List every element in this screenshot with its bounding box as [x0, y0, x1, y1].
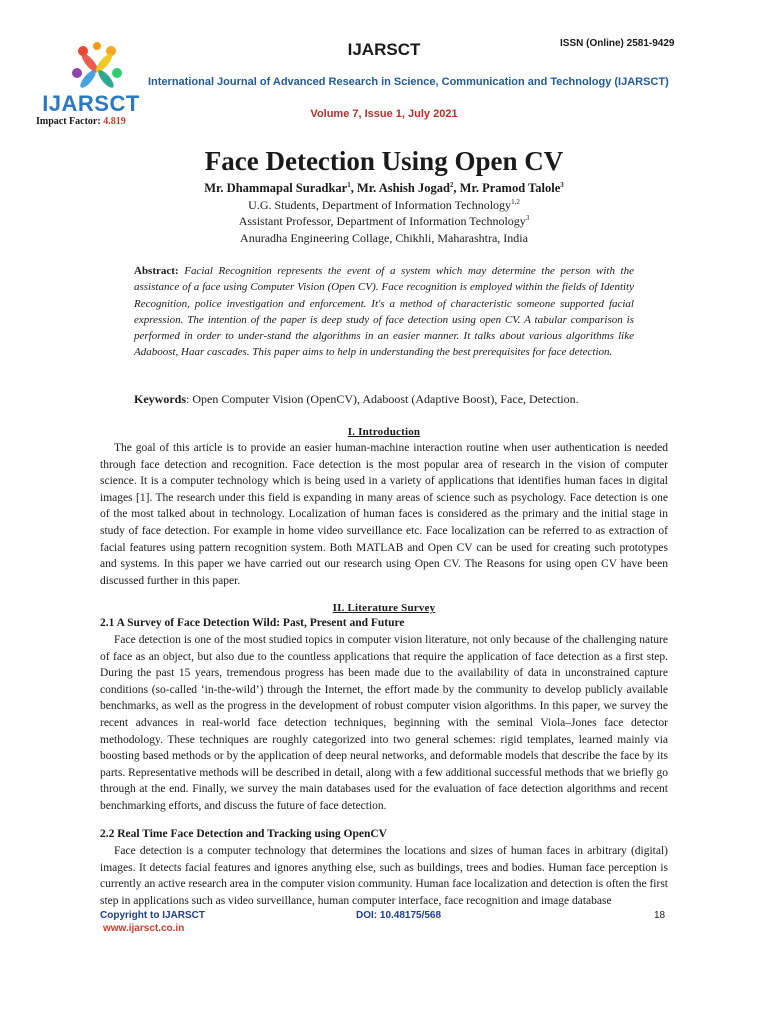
affiliation-line: [0, 214, 768, 229]
affiliation-line: [0, 198, 768, 213]
impact-factor-value: 4.819: [103, 116, 126, 127]
journal-abbreviation: IJARSCT: [347, 40, 421, 59]
section-heading-introduction: I. Introduction: [347, 426, 421, 438]
affiliation-text: Anuradha Engineering Collage, Chikhli, Maharashtra, India: [240, 231, 528, 245]
affiliation-sup: 3: [525, 214, 530, 222]
keywords-text: : Open Computer Vision (OpenCV), Adaboost (Adaptive Boost), Face, Detection.: [186, 392, 579, 406]
abstract-text: Facial Recognition represents the event of a system which may determine the person with the assistance of a face using Computer Vision (Open CV). Face recognition is employed within the fields of Identity Recognition, police investigation and enforcement. It's a method of characteristic someone supported facial expression. The intention of the paper is deep study of face detection using open CV. A tabular comparison is performed in order to under-stand the algorithms in an easier manner. It talks about various algorithms like Adaboost, Haar cascades. This paper aims to help in understanding the best prerequisites for face detection.: [134, 265, 634, 359]
subsection-2-1-paragraph: Face detection is one of the most studied topics in computer vision literature, not only because of the challenging nature of face as an object, but also due to the countless applications that require the application of face detection as a first step. During the past 15 years, tremendous progress has been made due to the availability of data in unconstrained capture conditions (so-called ‘in-the-wild’) through the Internet, the effort made by the community to develop publicly available benchmarks, as well as the progress in the development of robust computer vision algorithms. In this paper, we survey the recent advances in real-world face detection techniques, beginning with the seminal Viola–Jones face detector methodology. These techniques are roughly categorized into two general schemes: rigid templates, learned mainly via boosting based methods or by the application of deep neural networks, and deformable models that describe the face by its parts. Representative methods will be described in detail, along with a few additional successful methods that we briefly go through at the end. Finally, we survey the main databases used for the evaluation of face detection algorithms and recent benchmarking efforts, and discuss the future of face detection.: [100, 634, 668, 812]
author-name: Mr. Dhammapal Suradkar: [204, 181, 348, 196]
abstract: [134, 263, 634, 361]
page-number: 18: [654, 910, 666, 921]
footer-copyright: Copyright to IJARSCT: [100, 910, 205, 921]
affiliation-line: [0, 231, 768, 246]
affiliation-text: U.G. Students, Department of Information Technology: [248, 198, 512, 212]
abstract-label: Abstract:: [134, 265, 179, 277]
paper-title: Face Detection Using Open CV: [204, 146, 564, 176]
subsection-heading-2-2: 2.2 Real Time Face Detection and Tracking using OpenCV: [100, 828, 387, 840]
volume-issue: Volume 7, Issue 1, July 2021: [310, 108, 458, 120]
keywords: [134, 392, 654, 407]
affiliation-text: Assistant Professor, Department of Information Technology: [238, 214, 526, 228]
author-name: Mr. Ashish Jogad: [356, 181, 450, 196]
introduction-paragraph: The goal of this article is to provide an easier human-machine interaction routine when user authentication is needed through face detection and recognition. Face detection is the most popular area of research in the vision of computer science. It is a computer technology which is being used in a variety of applications that identifies human faces in digital images [1]. The research under this field is expanding in many areas of science such as psychology. Face detection is one of the most talked about in technology. Localization of human faces is considered as the primary and the initial stage in study of face detection. For example in home video surveillance etc. Face localization can be referred to as extraction of facial features using pattern recognition system. Both MATLAB and Open CV can be used for creating such prototypes and systems. In this paper we have carried out our research using Open CV. The Reasons for using open CV have been discussed further in this paper.: [100, 442, 668, 587]
author-sup: 2: [449, 181, 454, 189]
logo-wordmark: IJARSCT: [42, 91, 140, 116]
section-heading-literature-survey: II. Literature Survey: [332, 602, 436, 614]
subsection-2-2-paragraph: Face detection is a computer technology that determines the locations and sizes of human faces in arbitrary (digital) images. It detects facial features and ignores anything else, such as buildings, trees and bodies. Human face perception is currently an active research area in the computer vision community. Human face localization and detection is often the first step in applications such as video surveillance, human computer interface, face recognition and image database: [100, 845, 668, 907]
author-sup: 1: [347, 181, 351, 189]
author-name: Mr. Pramod Talole: [459, 181, 561, 196]
footer-website-link[interactable]: www.ijarsct.co.in: [103, 923, 185, 934]
author-list: Mr. Dhammapal Suradkar$^1$, Mr. Ashish Jogad$^2$, Mr. Pramod Talole$^3$: [204, 181, 564, 196]
journal-full-name: International Journal of Advanced Research in Science, Communication and Technology (IJARSCT): [148, 76, 669, 88]
issn: ISSN (Online) 2581-9429: [560, 38, 675, 49]
subsection-heading-2-1: 2.1 A Survey of Face Detection Wild: Past, Present and Future: [100, 617, 405, 629]
footer-doi[interactable]: DOI: 10.48175/568: [356, 910, 442, 921]
author-sup: 3: [560, 181, 564, 189]
affiliation-sup: 1,2: [511, 198, 520, 206]
impact-factor-label: Impact Factor:: [36, 116, 101, 127]
keywords-label: Keywords: [134, 392, 186, 406]
